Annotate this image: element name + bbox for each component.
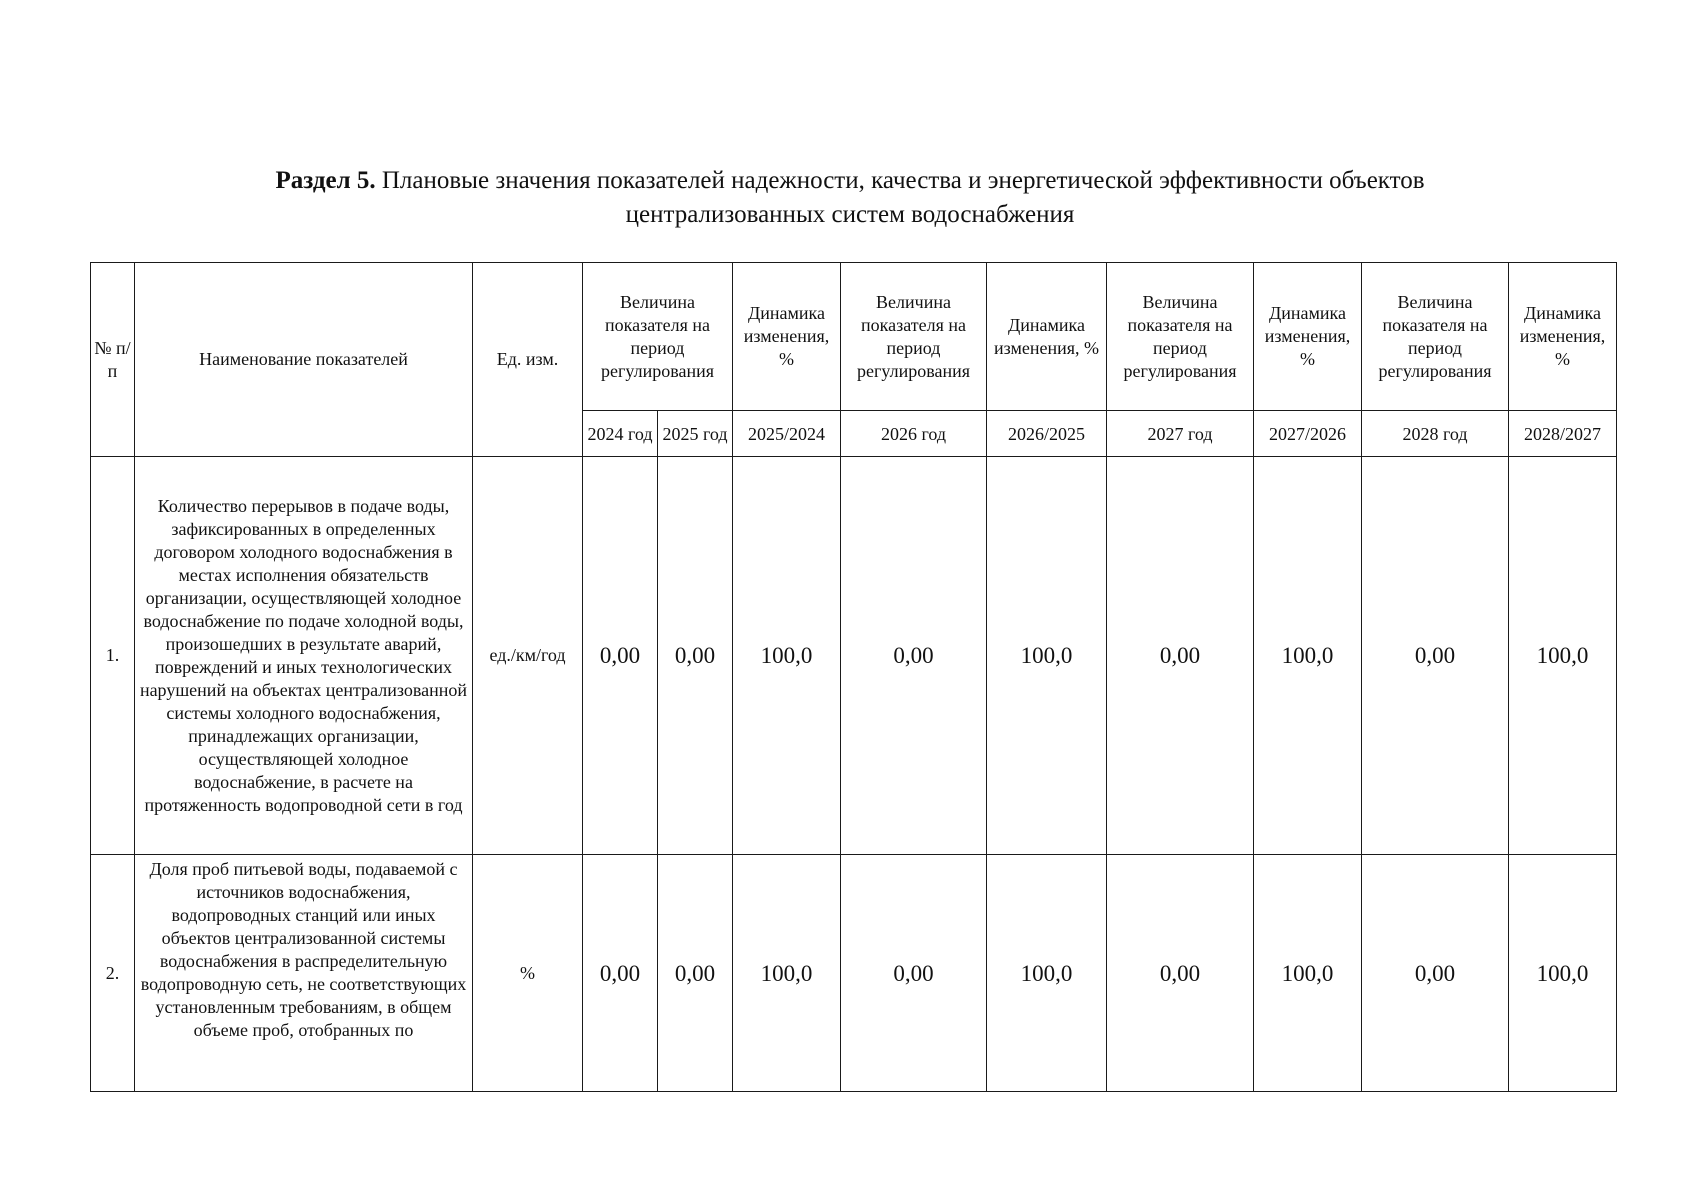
header-value-period-2028: Величина показателя на период регулирования xyxy=(1362,263,1509,411)
row-dynamics-2027-2026: 100,0 xyxy=(1254,457,1362,855)
header-dynamics-2028: Динамика изменения, % xyxy=(1509,263,1617,411)
indicators-table xyxy=(90,262,1617,1092)
section-label: Раздел 5. xyxy=(275,167,376,194)
row-value-2026: 0,00 xyxy=(841,855,987,1092)
header-year-2025: 2025 год xyxy=(658,411,733,457)
row-value-2028: 0,00 xyxy=(1362,457,1509,855)
section-title xyxy=(90,164,1610,232)
row-num: 1. xyxy=(91,457,135,855)
header-ratio-2025-2024: 2025/2024 xyxy=(733,411,841,457)
header-ratio-2026-2025: 2026/2025 xyxy=(987,411,1107,457)
row-dynamics-2028-2027: 100,0 xyxy=(1509,457,1617,855)
header-num: № п/п xyxy=(91,263,135,457)
section-title-line2: централизованных систем водоснабжения xyxy=(625,201,1075,228)
header-value-period-2026: Величина показателя на период регулирования xyxy=(841,263,987,411)
row-value-2026: 0,00 xyxy=(841,457,987,855)
header-year-2024: 2024 год xyxy=(583,411,658,457)
header-row xyxy=(91,263,1617,411)
header-ratio-2028-2027: 2028/2027 xyxy=(1509,411,1617,457)
row-dynamics-2026-2025: 100,0 xyxy=(987,457,1107,855)
table-row xyxy=(91,457,1617,855)
row-unit: % xyxy=(473,855,583,1092)
row-value-2028: 0,00 xyxy=(1362,855,1509,1092)
row-value-2024: 0,00 xyxy=(583,855,658,1092)
header-year-2027: 2027 год xyxy=(1107,411,1254,457)
table-row xyxy=(91,855,1617,1092)
row-dynamics-2027-2026: 100,0 xyxy=(1254,855,1362,1092)
header-ratio-2027-2026: 2027/2026 xyxy=(1254,411,1362,457)
header-dynamics-2026: Динамика изменения, % xyxy=(987,263,1107,411)
header-year-2026: 2026 год xyxy=(841,411,987,457)
row-value-2025: 0,00 xyxy=(658,457,733,855)
row-dynamics-2025-2024: 100,0 xyxy=(733,855,841,1092)
row-value-2027: 0,00 xyxy=(1107,457,1254,855)
header-year-2028: 2028 год xyxy=(1362,411,1509,457)
header-name: Наименование показателей xyxy=(135,263,473,457)
row-dynamics-2025-2024: 100,0 xyxy=(733,457,841,855)
section-title-line1: Плановые значения показателей надежности, качества и энергетической эффективности объектов xyxy=(381,167,1425,194)
row-name: Количество перерывов в подаче воды, зафиксированных в определенных договором холодного водоснабжения в местах исполнения обязательств организации, осуществляющей холодное водоснабжение по подаче холодной воды, произошедших в результате аварий, повреждений и иных технологических нарушений на объектах централизованной системы холодного водоснабжения, принадлежащих организации, осуществляющей холодное водоснабжение, в расчете на протяженность водопроводной сети в год xyxy=(135,457,473,855)
row-value-2025: 0,00 xyxy=(658,855,733,1092)
row-name xyxy=(135,855,473,1092)
header-dynamics-2027: Динамика изменения, % xyxy=(1254,263,1362,411)
row-unit: ед./км/год xyxy=(473,457,583,855)
row-value-2027: 0,00 xyxy=(1107,855,1254,1092)
row-value-2024: 0,00 xyxy=(583,457,658,855)
header-value-period-2024-2025: Величина показателя на период регулирования xyxy=(583,263,733,411)
header-dynamics-2025: Динамика изменения, % xyxy=(733,263,841,411)
header-value-period-2027: Величина показателя на период регулирования xyxy=(1107,263,1254,411)
row-name-text: Доля проб питьевой воды, подаваемой с источников водоснабжения, водопроводных станций или иных объектов централизованной системы водоснабжения в распределительную водопроводную сеть, не соответствующих установленным требованиям, в общем объеме проб, отобранных по xyxy=(140,858,467,1040)
row-dynamics-2026-2025: 100,0 xyxy=(987,855,1107,1092)
header-unit: Ед. изм. xyxy=(473,263,583,457)
row-num: 2. xyxy=(91,855,135,1092)
row-dynamics-2028-2027: 100,0 xyxy=(1509,855,1617,1092)
